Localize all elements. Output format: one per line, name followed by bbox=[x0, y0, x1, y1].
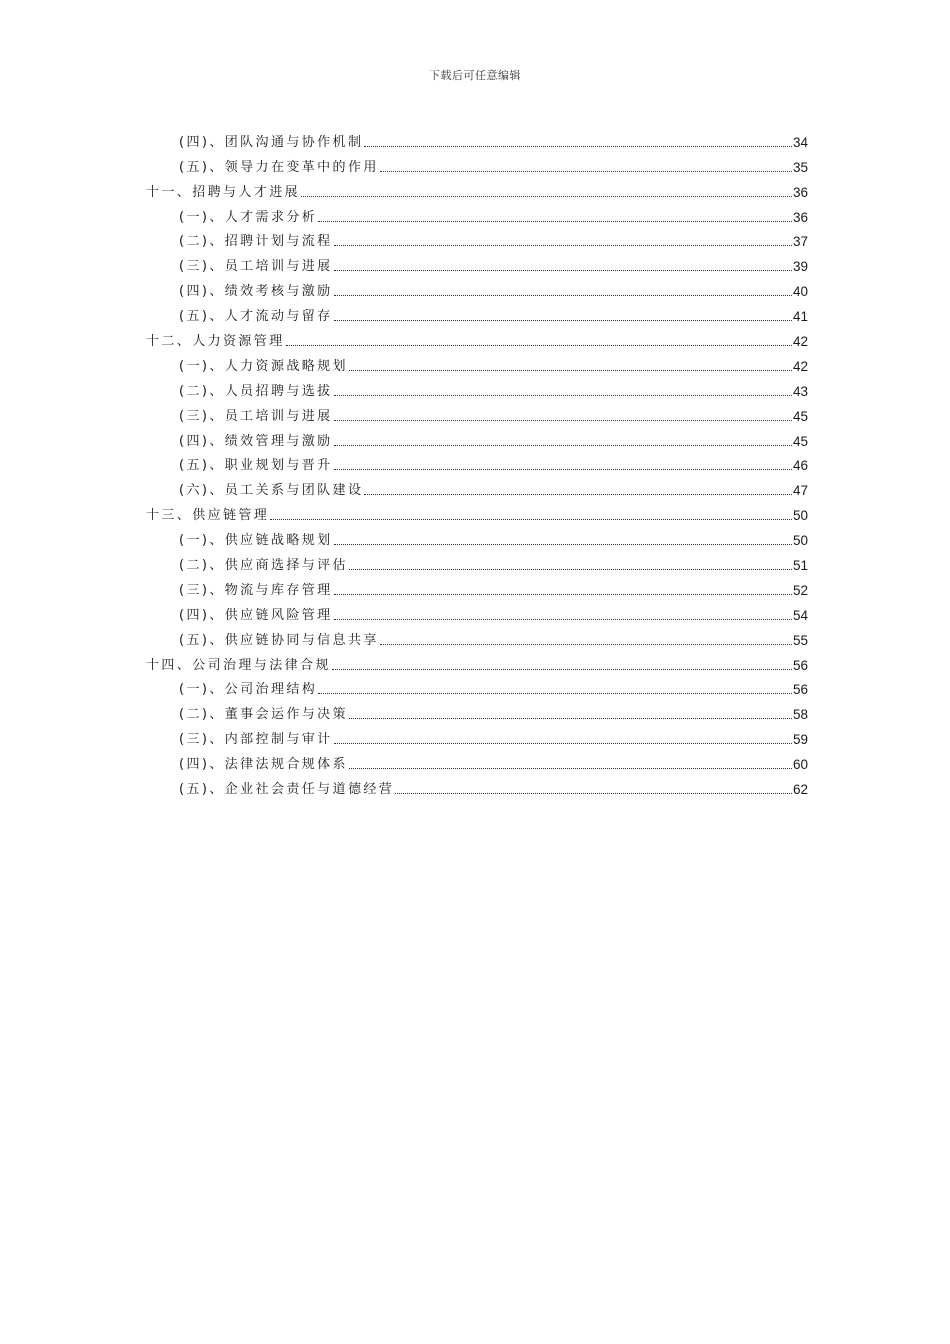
toc-dot-leader bbox=[334, 295, 792, 296]
toc-chapter-entry[interactable] bbox=[146, 649, 808, 674]
toc-section-entry[interactable] bbox=[146, 698, 808, 723]
toc-page-number: 50 bbox=[792, 508, 808, 524]
toc-entry-title: (一)、人才需求分析 bbox=[179, 209, 318, 225]
toc-page-number: 40 bbox=[792, 284, 808, 300]
toc-section-entry[interactable] bbox=[146, 624, 808, 649]
toc-page-number: 42 bbox=[792, 358, 808, 374]
toc-page-number: 54 bbox=[792, 607, 808, 623]
toc-entry-title: 十三、供应链管理 bbox=[146, 508, 270, 524]
toc-section-entry[interactable] bbox=[146, 524, 808, 549]
toc-entry-title: (三)、内部控制与审计 bbox=[179, 732, 333, 748]
toc-entry-title: (二)、人员招聘与选拔 bbox=[179, 383, 333, 399]
toc-dot-leader bbox=[334, 270, 792, 271]
toc-dot-leader bbox=[349, 718, 792, 719]
toc-page-number: 36 bbox=[792, 209, 808, 225]
toc-chapter-entry[interactable] bbox=[146, 325, 808, 350]
toc-section-entry[interactable] bbox=[146, 723, 808, 748]
toc-dot-leader bbox=[334, 320, 792, 321]
toc-page-number: 55 bbox=[792, 632, 808, 648]
toc-page-number: 34 bbox=[792, 134, 808, 150]
toc-section-entry[interactable] bbox=[146, 226, 808, 251]
toc-page-number: 62 bbox=[792, 782, 808, 798]
toc-section-entry[interactable] bbox=[146, 674, 808, 699]
toc-dot-leader bbox=[286, 345, 792, 346]
toc-section-entry[interactable] bbox=[146, 425, 808, 450]
toc-section-entry[interactable] bbox=[146, 450, 808, 475]
toc-page-number: 59 bbox=[792, 732, 808, 748]
toc-dot-leader bbox=[318, 221, 792, 222]
toc-dot-leader bbox=[334, 420, 792, 421]
toc-entry-title: (四)、团队沟通与协作机制 bbox=[179, 134, 364, 150]
toc-page-number: 35 bbox=[792, 159, 808, 175]
toc-dot-leader bbox=[349, 569, 792, 570]
toc-page-number: 45 bbox=[792, 408, 808, 424]
toc-section-entry[interactable] bbox=[146, 126, 808, 151]
toc-entry-title: (二)、招聘计划与流程 bbox=[179, 234, 333, 250]
toc-entry-title: (五)、职业规划与晋升 bbox=[179, 458, 333, 474]
toc-page-number: 50 bbox=[792, 533, 808, 549]
page-header: 下载后可任意编辑 bbox=[429, 69, 521, 82]
toc-dot-leader bbox=[364, 146, 792, 147]
toc-page-number: 43 bbox=[792, 383, 808, 399]
toc-section-entry[interactable] bbox=[146, 599, 808, 624]
toc-section-entry[interactable] bbox=[146, 201, 808, 226]
toc-dot-leader bbox=[270, 519, 792, 520]
toc-dot-leader bbox=[334, 619, 792, 620]
toc-section-entry[interactable] bbox=[146, 773, 808, 798]
toc-entry-title: (五)、供应链协同与信息共享 bbox=[179, 632, 379, 648]
toc-chapter-entry[interactable] bbox=[146, 499, 808, 524]
toc-section-entry[interactable] bbox=[146, 375, 808, 400]
toc-entry-title: (三)、员工培训与进展 bbox=[179, 408, 333, 424]
table-of-contents bbox=[146, 126, 808, 798]
toc-section-entry[interactable] bbox=[146, 474, 808, 499]
toc-entry-title: (四)、供应链风险管理 bbox=[179, 607, 333, 623]
toc-dot-leader bbox=[334, 245, 792, 246]
toc-section-entry[interactable] bbox=[146, 350, 808, 375]
toc-section-entry[interactable] bbox=[146, 250, 808, 275]
toc-section-entry[interactable] bbox=[146, 400, 808, 425]
toc-entry-title: (五)、企业社会责任与道德经营 bbox=[179, 782, 395, 798]
toc-dot-leader bbox=[334, 395, 792, 396]
toc-section-entry[interactable] bbox=[146, 574, 808, 599]
toc-dot-leader bbox=[318, 693, 792, 694]
toc-entry-title: (四)、绩效管理与激励 bbox=[179, 433, 333, 449]
toc-entry-title: 十四、公司治理与法律合规 bbox=[146, 657, 331, 673]
toc-entry-title: (六)、员工关系与团队建设 bbox=[179, 483, 364, 499]
toc-dot-leader bbox=[334, 743, 792, 744]
toc-page-number: 45 bbox=[792, 433, 808, 449]
toc-section-entry[interactable] bbox=[146, 748, 808, 773]
toc-page-number: 39 bbox=[792, 259, 808, 275]
toc-chapter-entry[interactable] bbox=[146, 176, 808, 201]
toc-page-number: 42 bbox=[792, 334, 808, 350]
toc-page-number: 37 bbox=[792, 234, 808, 250]
toc-entry-title: (三)、员工培训与进展 bbox=[179, 259, 333, 275]
toc-page-number: 56 bbox=[792, 657, 808, 673]
toc-page-number: 52 bbox=[792, 582, 808, 598]
toc-entry-title: (五)、领导力在变革中的作用 bbox=[179, 159, 379, 175]
toc-page-number: 46 bbox=[792, 458, 808, 474]
toc-entry-title: (二)、供应商选择与评估 bbox=[179, 558, 348, 574]
toc-section-entry[interactable] bbox=[146, 275, 808, 300]
toc-page-number: 60 bbox=[792, 757, 808, 773]
toc-dot-leader bbox=[332, 669, 792, 670]
toc-dot-leader bbox=[301, 196, 792, 197]
toc-page-number: 36 bbox=[792, 184, 808, 200]
toc-entry-title: 十一、招聘与人才进展 bbox=[146, 184, 301, 200]
toc-dot-leader bbox=[380, 171, 792, 172]
toc-page-number: 47 bbox=[792, 483, 808, 499]
toc-dot-leader bbox=[334, 544, 792, 545]
toc-entry-title: (四)、法律法规合规体系 bbox=[179, 757, 348, 773]
toc-entry-title: (一)、人力资源战略规划 bbox=[179, 358, 348, 374]
toc-page-number: 41 bbox=[792, 309, 808, 325]
toc-section-entry[interactable] bbox=[146, 151, 808, 176]
toc-section-entry[interactable] bbox=[146, 549, 808, 574]
toc-dot-leader bbox=[334, 445, 792, 446]
toc-dot-leader bbox=[334, 469, 792, 470]
toc-section-entry[interactable] bbox=[146, 300, 808, 325]
toc-entry-title: (二)、董事会运作与决策 bbox=[179, 707, 348, 723]
toc-dot-leader bbox=[380, 644, 792, 645]
toc-dot-leader bbox=[334, 594, 792, 595]
toc-entry-title: (三)、物流与库存管理 bbox=[179, 582, 333, 598]
toc-entry-title: (一)、供应链战略规划 bbox=[179, 533, 333, 549]
toc-entry-title: (一)、公司治理结构 bbox=[179, 682, 318, 698]
toc-entry-title: (四)、绩效考核与激励 bbox=[179, 284, 333, 300]
toc-entry-title: 十二、人力资源管理 bbox=[146, 334, 285, 350]
toc-dot-leader bbox=[349, 768, 792, 769]
toc-page-number: 58 bbox=[792, 707, 808, 723]
toc-dot-leader bbox=[364, 494, 792, 495]
toc-dot-leader bbox=[395, 793, 792, 794]
toc-page-number: 51 bbox=[792, 558, 808, 574]
toc-entry-title: (五)、人才流动与留存 bbox=[179, 309, 333, 325]
toc-dot-leader bbox=[349, 370, 792, 371]
toc-page-number: 56 bbox=[792, 682, 808, 698]
